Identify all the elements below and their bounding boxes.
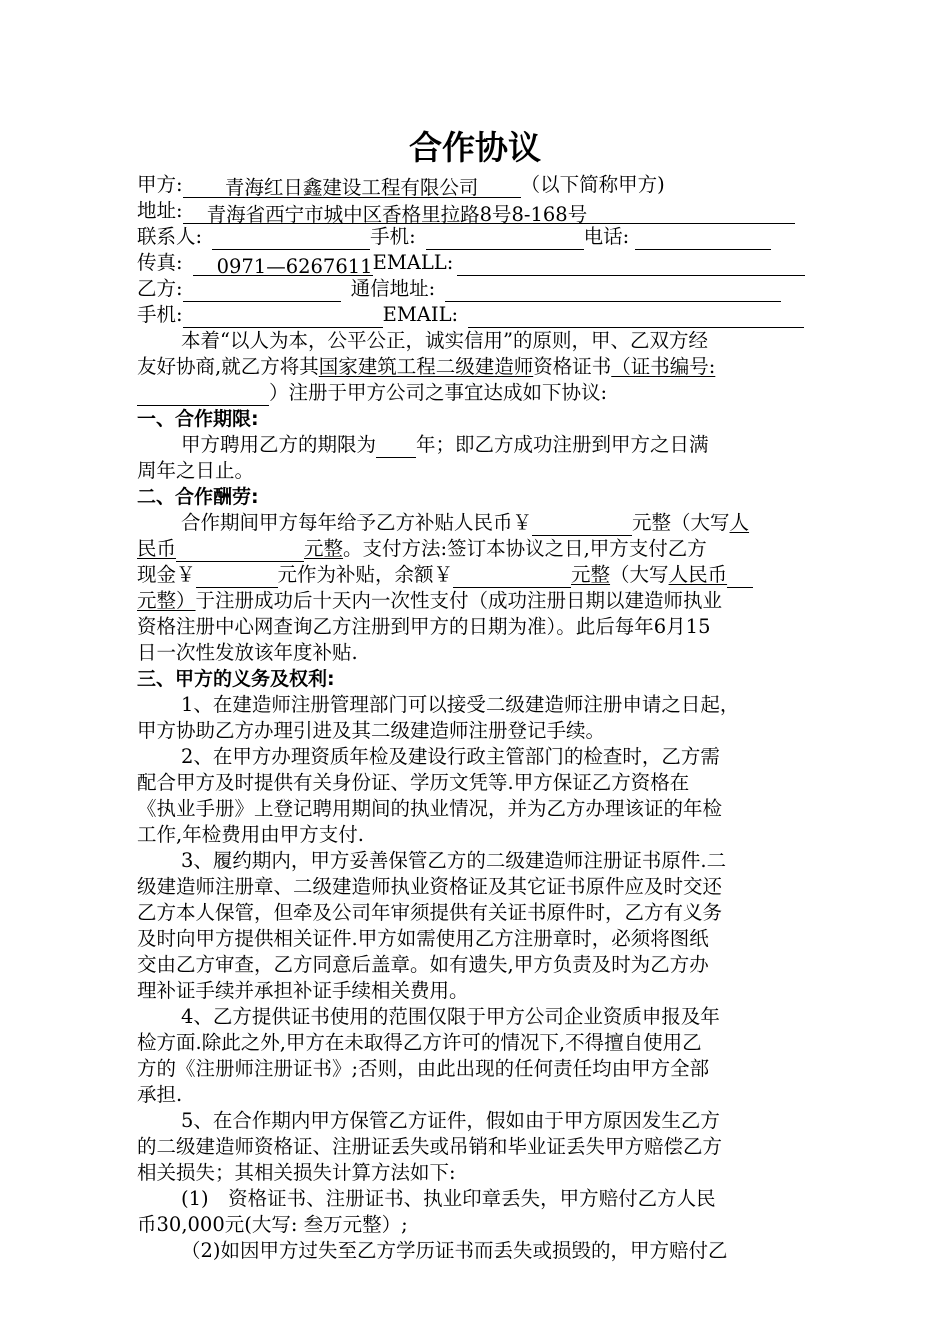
fax-line — [137, 250, 817, 276]
contact-line — [137, 224, 817, 250]
party-b-address-blank — [445, 279, 781, 302]
party-b-email-blank — [468, 305, 804, 328]
intro-cert-number-label: （证书编号: — [611, 355, 716, 378]
section-1-text-1: 甲方聘用乙方的期限为 — [181, 433, 377, 456]
fax-label: 传真: — [137, 251, 183, 274]
section-3-line: 交由乙方审查，乙方同意后盖章。如有遗失,甲方负责及时为乙方办 — [137, 953, 709, 976]
cert-number-blank — [137, 383, 269, 406]
section-3-line: 承担. — [137, 1083, 183, 1106]
intro-cert-label: 资格证书 — [533, 355, 612, 378]
address-label: 地址: — [137, 199, 183, 222]
party-b-address-label: 通信地址: — [350, 277, 436, 300]
party-a-alias: （以下简称甲方) — [520, 173, 665, 196]
section-2-text-2: 元整（大写 — [632, 511, 730, 534]
section-3-line: 配合甲方及时提供有关身份证、学历文凭等.甲方保证乙方资格在 — [137, 771, 690, 794]
intro-line-2 — [137, 354, 817, 380]
section-3-line: 币30,000元(大写: 叁万元整）; — [137, 1213, 408, 1236]
section-2-text-4: 民币 — [137, 537, 177, 560]
intro-text-2: 友好协商,就乙方将其 — [137, 355, 319, 378]
section-1-line-1 — [137, 432, 817, 458]
intro-cert-name: 国家建筑工程二级建造师 — [318, 355, 534, 378]
section-2-text-8: 元作为补贴，余额￥ — [277, 563, 454, 586]
balance-amount-blank — [453, 565, 571, 588]
mobile-label: 手机: — [370, 225, 416, 248]
section-2-line-1 — [137, 510, 817, 536]
balance-capital-blank — [727, 565, 753, 588]
section-2-heading: 二、合作酬劳: — [137, 486, 259, 508]
section-3-line: 理补证手续并承担补证手续相关费用。 — [137, 979, 469, 1002]
section-3-line: 乙方本人保管，但牵及公司年审须提供有关证书原件时，乙方有义务 — [137, 901, 723, 924]
party-b-email-label: EMAIL: — [382, 303, 459, 326]
section-3-line — [137, 848, 817, 874]
section-3-text: 5、在合作期内甲方保管乙方证件，假如由于甲方原因发生乙方 — [181, 1109, 720, 1132]
intro-text-3: ）注册于甲方公司之事宜达成如下协议: — [269, 381, 608, 404]
section-2-line-4 — [137, 588, 817, 614]
section-2-text-13: 于注册成功后十天内一次性支付（成功注册日期以建造师执业 — [195, 589, 723, 612]
document-body — [137, 172, 817, 1264]
section-3-text: 2、在甲方办理资质年检及建设行政主管部门的检查时，乙方需 — [181, 745, 720, 768]
section-3-text: （2)如因甲方过失至乙方学历证书而丢失或损毁的，甲方赔付乙 — [181, 1239, 728, 1262]
section-3-line: 级建造师注册章、二级建造师执业资格证及其它证书原件应及时交还 — [137, 875, 723, 898]
mobile-blank — [426, 227, 584, 250]
subsidy-capital-blank — [176, 539, 304, 562]
section-3-line: 《执业手册》上登记聘用期间的执业情况，并为乙方办理该证的年检 — [137, 797, 723, 820]
section-3-heading: 三、甲方的义务及权利: — [137, 668, 335, 690]
section-2-text-3: 人 — [729, 511, 750, 534]
party-b-blank — [183, 279, 341, 302]
fax-email-blank — [457, 253, 805, 276]
cash-amount-blank — [196, 565, 278, 588]
contact-label: 联系人: — [137, 225, 203, 248]
section-2-line-3 — [137, 562, 817, 588]
section-2-line-2 — [137, 536, 817, 562]
section-3-line: 甲方协助乙方办理引进及其二级建造师注册登记手续。 — [137, 719, 606, 742]
party-b-line — [137, 276, 817, 302]
section-2-text-7: 现金￥ — [137, 563, 196, 586]
section-2-text-10: （大写 — [610, 563, 669, 586]
contact-blank — [212, 227, 370, 250]
section-3-line: 工作,年检费用由甲方支付. — [137, 823, 364, 846]
phone-blank — [635, 227, 771, 250]
party-a-label: 甲方: — [137, 173, 183, 196]
section-1-heading: 一、合作期限: — [137, 408, 259, 430]
section-3-text: (1) 资格证书、注册证书、执业印章丢失，甲方赔付乙方人民 — [181, 1187, 716, 1210]
section-3-line — [137, 1186, 817, 1212]
section-3-text: 3、履约期内，甲方妥善保管乙方的二级建造师注册证书原件.二 — [181, 849, 727, 872]
section-3-line — [137, 744, 817, 770]
party-b-mobile-line — [137, 302, 817, 328]
section-3-line: 相关损失；其相关损失计算方法如下: — [137, 1161, 456, 1184]
section-3-text: 1、在建造师注册管理部门可以接受二级建造师注册申请之日起， — [181, 693, 740, 716]
section-2-text-1: 合作期间甲方每年给予乙方补贴人民币￥ — [181, 511, 533, 534]
section-3-line — [137, 1108, 817, 1134]
section-2-line-5: 资格注册中心网查询乙方注册到甲方的日期为准）。此后每年6月15 — [137, 615, 711, 638]
party-a-name: 青海红日鑫建设工程有限公司 — [183, 175, 521, 198]
section-1-line-2: 周年之日止。 — [137, 459, 255, 482]
document-title: 合作协议 — [409, 128, 541, 167]
section-2-text-9: 元整 — [571, 563, 611, 586]
phone-label: 电话: — [583, 225, 630, 248]
address-line — [137, 198, 817, 224]
intro-line-1 — [137, 328, 817, 354]
fax-email-label: EMALL: — [372, 251, 454, 274]
section-2-text-11: 人民币 — [668, 563, 728, 586]
section-3-line: 的二级建造师资格证、注册证丢失或吊销和毕业证丢失甲方赔偿乙方 — [137, 1135, 723, 1158]
intro-line-3 — [137, 380, 817, 406]
party-b-mobile-label: 手机: — [137, 303, 183, 326]
party-a-line — [137, 172, 817, 198]
fax-value: 0971—6267611 — [193, 254, 373, 276]
intro-text-1: 本着“以人为本，公平公正，诚实信用”的原则，甲、乙双方经 — [181, 329, 708, 352]
section-2-text-6: 。支付方法:签订本协议之日,甲方支付乙方 — [343, 537, 707, 560]
section-2-text-12: 元整） — [137, 589, 196, 612]
party-b-label: 乙方: — [137, 277, 183, 300]
section-3-line — [137, 692, 817, 718]
term-years-blank — [376, 435, 416, 458]
section-2-text-5: 元整 — [304, 537, 344, 560]
section-2-line-6: 日一次性发放该年度补贴. — [137, 641, 358, 664]
section-3-line — [137, 1238, 817, 1264]
party-b-mobile-blank — [183, 305, 383, 328]
subsidy-amount-blank — [532, 513, 632, 536]
section-3-line: 检方面.除此之外,甲方在未取得乙方许可的情况下,不得擅自使用乙 — [137, 1031, 702, 1054]
section-3-line: 方的《注册师注册证书》;否则，由此出现的任何责任均由甲方全部 — [137, 1057, 710, 1080]
section-3-line — [137, 1004, 817, 1030]
section-1-text-2: 年；即乙方成功注册到甲方之日满 — [416, 433, 709, 456]
section-3-text: 4、乙方提供证书使用的范围仅限于甲方公司企业资质申报及年 — [181, 1005, 720, 1028]
section-3-line: 及时向甲方提供相关证件.甲方如需使用乙方注册章时，必须将图纸 — [137, 927, 709, 950]
address-value: 青海省西宁市城中区香格里拉路8号8-168号 — [183, 202, 795, 224]
